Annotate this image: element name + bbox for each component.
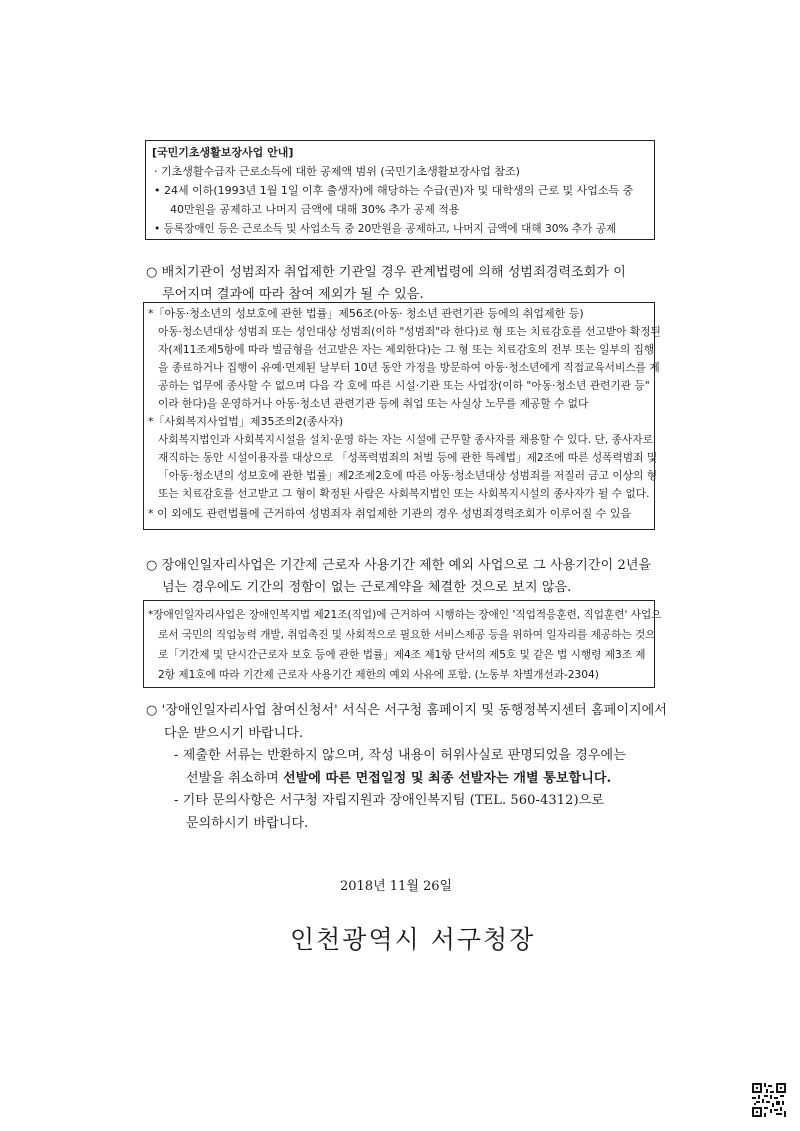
legal-line-12: * 이 외에도 관련법률에 근거하여 성범죄자 취업제한 기관의 경우 성범죄경력조회가 이루어질 수 있음 [148, 507, 632, 520]
legal-line-9: 재직하는 동안 시설이용자를 대상으로 「성폭력범죄의 처벌 등에 관한 특례법」제2조에 따른 성폭력범죄 및 [158, 451, 658, 464]
qr-code-icon [752, 1083, 786, 1117]
paragraph-line: ○ 장애인일자리사업은 기간제 근로자 사용기간 제한 예외 사업으로 그 사용기간이 2년을 [146, 558, 652, 573]
legal-line-7: *「사회복지사업법」제35조의2(종사자) [148, 415, 344, 428]
notice-text-bold: 선발에 따른 면접일정 및 최종 선발자는 개별 통보합니다. [283, 770, 612, 786]
basic-livelihood-notice-box [145, 140, 655, 240]
notice-box-line-4: • 등록장애인 등은 근로소득 및 사업소득 중 20만원을 공제하고, 나머지 금액에 대해 30% 추가 공제 [154, 223, 617, 235]
notice-text: 선발을 취소하며 [186, 770, 284, 786]
notice-box-line-3: 40만원을 공제하고 나머지 금액에 대해 30% 추가 공제 적용 [170, 203, 460, 216]
paragraph-line: 문의하시기 바랍니다. [186, 815, 309, 831]
legal-line-10: 「아동·청소년의 성보호에 관한 법률」제2조제2호에 따른 아동·청소년대상 성범죄를 저질러 금고 이상의 형 [158, 469, 658, 482]
legal-reference-box [143, 302, 661, 530]
legal-line-5: 공하는 업무에 종사할 수 없으며 다음 각 호에 따른 시설·기관 또는 사업장(이하 "아동·청소년 관련기관 등" [158, 379, 650, 392]
legal-line-4: 을 종료하거나 집행이 유예·면제된 날부터 10년 동안 가정을 방문하여 아동·청소년에게 직접교육서비스를 제 [158, 361, 660, 374]
legal-line-2: 아동·청소년대상 성범죄 또는 성인대상 성범죄(이하 "성범죄"라 한다)로 형 또는 치료감호를 선고받아 확정된 [158, 325, 661, 338]
paragraph-line: ○ 배치기관이 성범죄자 취업제한 기관일 경우 관계법령에 의해 성범죄경력조회가 이 [146, 265, 626, 280]
paragraph-line: - 제출한 서류는 반환하지 않으며, 작성 내용이 허위사실로 판명되었을 경우에는 [174, 748, 626, 763]
paragraph-line: 넘는 경우에도 기간의 정함이 없는 근로계약을 체결한 것으로 보지 않음. [162, 579, 572, 595]
program-line-4: 2항 제1호에 따라 기간제 근로자 사용기간 제한의 예외 사유에 포함. (노동부 차별개선과-2304) [158, 669, 599, 681]
legal-line-3: 자(제11조제5항에 따라 벌금형을 선고받은 자는 제외한다)는 그 형 또는 치료감호의 전부 또는 일부의 집행 [158, 343, 655, 356]
paragraph-line: ○ '장애인일자리사업 참여신청서' 서식은 서구청 홈페이지 및 동행정복지센터 홈페이지에서 [146, 703, 667, 718]
paragraph-line: 루어지며 결과에 따라 참여 제외가 될 수 있음. [162, 286, 424, 302]
paragraph-line: 다운 받으시기 바랍니다. [164, 725, 304, 741]
fixed-term-exception-paragraph [146, 555, 651, 598]
paragraph-line [146, 768, 667, 791]
notice-box-title: [국민기초생활보장사업 안내] [152, 146, 294, 159]
legal-line-11: 또는 치료감호를 선고받고 그 형이 확정된 사람은 사회복지법인 또는 사회복지시설의 종사자가 될 수 없다. [158, 487, 650, 500]
legal-line-1: *「아동·청소년의 성보호에 관한 법률」제56조(아동· 청소년 관련기관 등에의 취업제한 등) [148, 307, 584, 320]
application-form-paragraph [146, 700, 667, 835]
program-line-2: 로서 국민의 직업능력 개발, 취업촉진 및 사회적으로 필요한 서비스제공 등을 위하여 일자리를 제공하는 것으 [158, 629, 656, 641]
document-date: 2018년 11월 26일 [340, 879, 453, 894]
paragraph-line: - 기타 문의사항은 서구청 자립지원과 장애인복지팀 (TEL. 560-4312)으로 [174, 793, 605, 808]
program-line-3: 로「기간제 및 단시간근로자 보호 등에 관한 법률」제4조 제1항 단서의 제5호 및 같은 법 시행령 제3조 제 [158, 649, 646, 661]
issuer-signature: 인천광역시 서구청장 [290, 925, 536, 954]
notice-box-line-2: • 24세 이하(1993년 1월 1일 이후 출생자)에 해당하는 수급(권)자 및 대학생의 근로 및 사업소득 중 [154, 184, 634, 197]
program-line-1: *장애인일자리사업은 장애인복지법 제21조(직업)에 근거하여 시행하는 장애인 '직업적응훈련, 직업훈련' 사업으 [148, 609, 662, 621]
legal-line-6: 이라 한다)을 운영하거나 아동·청소년 관련기관 등에 취업 또는 사실상 노무를 제공할 수 없다 [158, 397, 589, 410]
disability-job-program-box [143, 600, 662, 688]
sex-offender-check-paragraph [146, 262, 626, 305]
legal-line-8: 사회복지법인과 사회복지시설을 설치·운영 하는 자는 시설에 근무할 종사자를 채용할 수 있다. 단, 종사자로 [158, 433, 653, 446]
notice-box-line-1: · 기초생활수급자 근로소득에 대한 공제액 범위 (국민기초생활보장사업 참조) [154, 165, 520, 178]
